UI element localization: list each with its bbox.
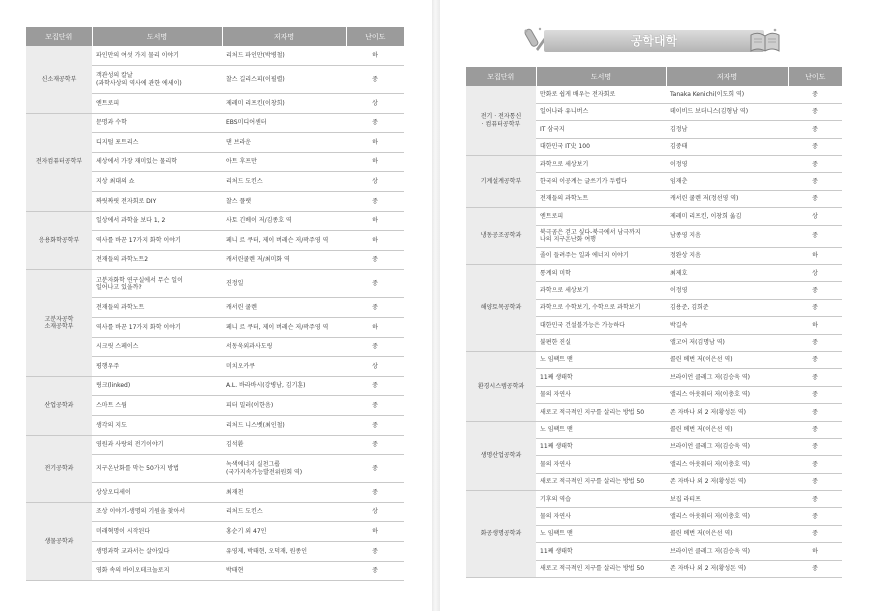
book-title-cell: 기후의 역습 bbox=[536, 491, 666, 508]
book-title-cell: 상상오디세이 bbox=[92, 483, 222, 503]
author-cell: 페니 르 쿠터, 제이 버레슨 저/곽주영 역 bbox=[222, 231, 346, 251]
right-table-body bbox=[466, 86, 842, 578]
dept-cell: 생물공학과 bbox=[26, 502, 92, 580]
author-cell: 캐서린 쿨렌 저(정선영 역) bbox=[666, 190, 788, 207]
book-title-cell: 조상 이야기-생명의 기원을 찾아서 bbox=[92, 502, 222, 522]
left-table-header bbox=[26, 27, 404, 46]
difficulty-cell: 중 bbox=[788, 421, 842, 438]
dept-cell: 냉동공조공학과 bbox=[466, 208, 536, 265]
book-title-cell: 지구온난화를 막는 50가지 방법 bbox=[92, 455, 222, 483]
dept-cell: 산업공학과 bbox=[26, 376, 92, 435]
book-title-cell: 엔트로피 bbox=[536, 208, 666, 225]
book-title-cell: 역사를 바꾼 17가지 화학 이야기 bbox=[92, 318, 222, 338]
author-cell: 박태현 bbox=[222, 561, 346, 581]
book-title-cell: 영화 속의 바이오테크놀로지 bbox=[92, 561, 222, 581]
author-cell: Tanaka Kenichi(이도희 역) bbox=[666, 86, 788, 103]
difficulty-cell: 중 bbox=[346, 376, 404, 396]
difficulty-cell: 중 bbox=[346, 416, 404, 436]
book-title-cell: 스마트 스웜 bbox=[92, 396, 222, 416]
table-row bbox=[466, 421, 842, 438]
book-title-cell: 11째 생태학 bbox=[536, 369, 666, 386]
left-page bbox=[0, 0, 432, 611]
table-row bbox=[466, 491, 842, 508]
right-table-header bbox=[466, 67, 842, 86]
page-gutter bbox=[432, 0, 440, 611]
book-title-cell: 한국의 이공계는 글쓰기가 두렵다 bbox=[536, 173, 666, 190]
right-book-table bbox=[466, 67, 842, 578]
difficulty-cell: 하 bbox=[346, 46, 404, 66]
author-cell: 찰스 플랫 bbox=[222, 192, 346, 212]
section-title: 공학대학 bbox=[630, 34, 678, 48]
book-title-cell: 노 임팩트 맨 bbox=[536, 351, 666, 368]
author-cell: 앨고어 저(김명남 역) bbox=[666, 334, 788, 351]
book-title-cell: 짜릿짜릿 전자회로 DIY bbox=[92, 192, 222, 212]
table-row bbox=[466, 156, 842, 173]
difficulty-cell: 중 bbox=[788, 173, 842, 190]
author-cell: 임재춘 bbox=[666, 173, 788, 190]
book-title-cell: 새로고 적극적인 지구를 살리는 방법 50 bbox=[536, 560, 666, 577]
difficulty-cell: 중 bbox=[346, 435, 404, 455]
difficulty-cell: 중 bbox=[788, 560, 842, 577]
author-cell: 존 자바나 외 2 저(황성돈 역) bbox=[666, 404, 788, 421]
difficulty-cell: 중 bbox=[346, 250, 404, 270]
difficulty-cell: 중 bbox=[788, 369, 842, 386]
dept-cell: 화공생명공학과 bbox=[466, 491, 536, 578]
difficulty-cell: 중 bbox=[788, 86, 842, 103]
book-title-cell: 지상 최대의 쇼 bbox=[92, 172, 222, 192]
book-title-cell: 11째 생태학 bbox=[536, 438, 666, 455]
book-title-cell: 노 임팩트 맨 bbox=[536, 525, 666, 542]
difficulty-cell: 중 bbox=[788, 138, 842, 155]
book-title-cell: 고분자화학 연구실에서 무슨 일이 일어나고 있을까? bbox=[92, 270, 222, 298]
difficulty-cell: 하 bbox=[346, 318, 404, 338]
difficulty-cell: 중 bbox=[788, 525, 842, 542]
difficulty-cell: 하 bbox=[788, 543, 842, 560]
book-title-cell: 과학으로 세상보기 bbox=[536, 282, 666, 299]
left-book-table bbox=[26, 27, 404, 581]
book-title-cell: 일어나라 유니버스 bbox=[536, 103, 666, 120]
book-title-cell: 새로고 적극적인 지구를 살리는 방법 50 bbox=[536, 404, 666, 421]
open-book-icon bbox=[749, 27, 781, 53]
book-title-cell: 불편한 진실 bbox=[536, 334, 666, 351]
table-row bbox=[466, 265, 842, 282]
book-title-cell: 새로고 적극적인 지구를 살리는 방법 50 bbox=[536, 473, 666, 490]
author-cell: 제레미 리프킨, 이창희 옮김 bbox=[666, 208, 788, 225]
difficulty-cell: 중 bbox=[788, 351, 842, 368]
difficulty-cell: 중 bbox=[788, 299, 842, 316]
difficulty-cell: 중 bbox=[346, 270, 404, 298]
book-title-cell: 북극곰은 걷고 싶다-북극에서 남극까지 나의 지구온난화 여행 bbox=[536, 225, 666, 247]
difficulty-cell: 중 bbox=[346, 561, 404, 581]
dept-cell: 전기공학과 bbox=[26, 435, 92, 502]
author-cell: 페니 르 쿠터, 제이 버레슨 저/곽주영 역 bbox=[222, 318, 346, 338]
author-cell: 유영제, 박태현, 오덕재, 원종인 bbox=[222, 541, 346, 561]
author-cell: 박길속 bbox=[666, 317, 788, 334]
difficulty-cell: 중 bbox=[788, 456, 842, 473]
author-cell: 보집 라티프 bbox=[666, 491, 788, 508]
difficulty-cell: 상 bbox=[346, 172, 404, 192]
book-title-cell: 세상에서 가장 재미있는 물리학 bbox=[92, 152, 222, 172]
difficulty-cell: 중 bbox=[788, 508, 842, 525]
difficulty-cell: 중 bbox=[788, 225, 842, 247]
table-row bbox=[26, 46, 404, 66]
col-level-header: 난이도 bbox=[346, 27, 404, 46]
author-cell: 최재천 bbox=[222, 483, 346, 503]
author-cell: 리처드 파인만(박병철) bbox=[222, 46, 346, 66]
difficulty-cell: 중 bbox=[346, 113, 404, 133]
author-cell: 앨리스 아웃워터 저(이충호 역) bbox=[666, 386, 788, 403]
difficulty-cell: 하 bbox=[788, 317, 842, 334]
book-title-cell: 역사를 바꾼 17가지 화학 이야기 bbox=[92, 231, 222, 251]
author-cell: EBS미디어센터 bbox=[222, 113, 346, 133]
col-level-header: 난이도 bbox=[788, 67, 842, 86]
author-cell: 김용준, 김희준 bbox=[666, 299, 788, 316]
difficulty-cell: 중 bbox=[788, 103, 842, 120]
author-cell: 이정영 bbox=[666, 156, 788, 173]
author-cell: 찰스 길리스피(이필렬) bbox=[222, 66, 346, 94]
author-cell: 아트 후프만 bbox=[222, 152, 346, 172]
difficulty-cell: 중 bbox=[788, 121, 842, 138]
author-cell: 데이비드 보더니스(김형남 역) bbox=[666, 103, 788, 120]
col-dept-header: 모집단위 bbox=[466, 67, 536, 86]
difficulty-cell: 중 bbox=[788, 404, 842, 421]
author-cell: 콜린 베번 저(이은선 역) bbox=[666, 421, 788, 438]
book-title-cell: 객관성의 칼날 (과학사상의 역사에 관한 에세이) bbox=[92, 66, 222, 94]
dept-cell: 기계설계공학부 bbox=[466, 156, 536, 208]
book-title-cell: 시크릿 스페이스 bbox=[92, 337, 222, 357]
book-title-cell: 졸이 들려주는 일과 에너지 이야기 bbox=[536, 247, 666, 264]
author-cell: 캐서린쿨렌 저/최미화 역 bbox=[222, 250, 346, 270]
col-book-header: 도서명 bbox=[92, 27, 222, 46]
difficulty-cell: 중 bbox=[346, 541, 404, 561]
table-row bbox=[26, 113, 404, 133]
book-title-cell: 파인만의 여섯 가지 물리 이야기 bbox=[92, 46, 222, 66]
author-cell: 리처드 도킨스 bbox=[222, 502, 346, 522]
author-cell: 정완상 지음 bbox=[666, 247, 788, 264]
difficulty-cell: 중 bbox=[346, 396, 404, 416]
difficulty-cell: 중 bbox=[788, 156, 842, 173]
book-title-cell: 통계의 미학 bbox=[536, 265, 666, 282]
col-dept-header: 모집단위 bbox=[26, 27, 92, 46]
dept-cell: 전자컴퓨터공학부 bbox=[26, 113, 92, 211]
difficulty-cell: 하 bbox=[346, 211, 404, 231]
col-book-header: 도서명 bbox=[536, 67, 666, 86]
book-title-cell: 엔트로피 bbox=[92, 94, 222, 114]
difficulty-cell: 상 bbox=[346, 502, 404, 522]
author-cell: 김중태 bbox=[666, 138, 788, 155]
difficulty-cell: 중 bbox=[788, 386, 842, 403]
book-title-cell: 미래혁명이 시작된다 bbox=[92, 522, 222, 542]
dept-cell: 응용화학공학부 bbox=[26, 211, 92, 270]
left-table-body bbox=[26, 46, 404, 581]
table-row bbox=[26, 270, 404, 298]
book-title-cell: 전재들의 과학노트 bbox=[92, 298, 222, 318]
author-cell: 김석환 bbox=[222, 435, 346, 455]
author-cell: A.L. 바라바시(강병남, 김기훈) bbox=[222, 376, 346, 396]
difficulty-cell: 하 bbox=[346, 231, 404, 251]
book-title-cell: 일상에서 과학을 보다 1, 2 bbox=[92, 211, 222, 231]
difficulty-cell: 상 bbox=[788, 208, 842, 225]
author-cell: 리처드 니스벳(최인철) bbox=[222, 416, 346, 436]
difficulty-cell: 중 bbox=[346, 192, 404, 212]
book-title-cell: 대한민국 건설블가능은 가능하다 bbox=[536, 317, 666, 334]
difficulty-cell: 중 bbox=[346, 298, 404, 318]
author-cell: 리처드 도킨스 bbox=[222, 172, 346, 192]
author-cell: 피터 밀러(이한음) bbox=[222, 396, 346, 416]
difficulty-cell: 상 bbox=[788, 265, 842, 282]
book-title-cell: 디지털 포트리스 bbox=[92, 133, 222, 153]
author-cell: 이정영 bbox=[666, 282, 788, 299]
author-cell: 김정남 bbox=[666, 121, 788, 138]
author-cell: 콜린 베번 저(이은선 역) bbox=[666, 525, 788, 542]
book-title-cell: 노 임팩트 맨 bbox=[536, 421, 666, 438]
col-author-header: 저자명 bbox=[666, 67, 788, 86]
difficulty-cell: 중 bbox=[346, 66, 404, 94]
table-row bbox=[466, 351, 842, 368]
book-title-cell: 대한민국 IT史 100 bbox=[536, 138, 666, 155]
author-cell: 최제호 bbox=[666, 265, 788, 282]
difficulty-cell: 중 bbox=[346, 337, 404, 357]
difficulty-cell: 중 bbox=[788, 334, 842, 351]
difficulty-cell: 중 bbox=[788, 491, 842, 508]
author-cell: 미치오카쿠 bbox=[222, 357, 346, 377]
author-cell: 서동욱외과사도링 bbox=[222, 337, 346, 357]
difficulty-cell: 하 bbox=[788, 247, 842, 264]
author-cell: 브라이언 클레그 저(김승욱 역) bbox=[666, 369, 788, 386]
difficulty-cell: 하 bbox=[346, 133, 404, 153]
dept-cell: 환경시스템공학과 bbox=[466, 351, 536, 421]
book-title-cell: 만화로 쉽게 배우는 전자회로 bbox=[536, 86, 666, 103]
table-row bbox=[26, 502, 404, 522]
author-cell: 진정일 bbox=[222, 270, 346, 298]
author-cell: 남종영 지음 bbox=[666, 225, 788, 247]
author-cell: 브라이언 클레그 저(김승욱 역) bbox=[666, 438, 788, 455]
difficulty-cell: 하 bbox=[346, 522, 404, 542]
author-cell: 댄 브라운 bbox=[222, 133, 346, 153]
col-author-header: 저자명 bbox=[222, 27, 346, 46]
table-row bbox=[466, 208, 842, 225]
author-cell: 앨리스 아웃워터 저(이충호 역) bbox=[666, 456, 788, 473]
author-cell: 캐서린 쿨렌 bbox=[222, 298, 346, 318]
book-title-cell: 전재들의 과학노트2 bbox=[92, 250, 222, 270]
difficulty-cell: 중 bbox=[788, 473, 842, 490]
table-row bbox=[26, 376, 404, 396]
difficulty-cell: 중 bbox=[346, 455, 404, 483]
author-cell: 콜린 베번 저(이은선 역) bbox=[666, 351, 788, 368]
section-title-bar bbox=[544, 30, 764, 52]
book-title-cell: 링크(linked) bbox=[92, 376, 222, 396]
difficulty-cell: 상 bbox=[346, 94, 404, 114]
difficulty-cell: 중 bbox=[788, 438, 842, 455]
dept-cell: 전기 · 전자통신 · 컴퓨터공학부 bbox=[466, 86, 536, 156]
book-title-cell: 11째 생태학 bbox=[536, 543, 666, 560]
book-title-cell: 과학으로 수학보기, 수학으로 과학보기 bbox=[536, 299, 666, 316]
author-cell: 존 자바나 외 2 저(황성돈 역) bbox=[666, 560, 788, 577]
difficulty-cell: 상 bbox=[346, 357, 404, 377]
book-title-cell: 문명과 수학 bbox=[92, 113, 222, 133]
author-cell: 브라이언 클레그 저(김승욱 역) bbox=[666, 543, 788, 560]
dept-cell: 고분자공학 소재공학부 bbox=[26, 270, 92, 376]
book-title-cell: 과학으로 세상보기 bbox=[536, 156, 666, 173]
table-row bbox=[466, 86, 842, 103]
book-title-cell: 물의 자연사 bbox=[536, 456, 666, 473]
table-row bbox=[26, 435, 404, 455]
difficulty-cell: 중 bbox=[788, 190, 842, 207]
author-cell: 홍순기 외 47인 bbox=[222, 522, 346, 542]
book-title-cell: 생각의 지도 bbox=[92, 416, 222, 436]
book-title-cell: 전재들의 과학노트 bbox=[536, 190, 666, 207]
author-cell: 제레미 리프킨(이창희) bbox=[222, 94, 346, 114]
author-cell: 앨리스 아웃워터 저(이충호 역) bbox=[666, 508, 788, 525]
book-title-cell: 물의 자연사 bbox=[536, 508, 666, 525]
table-row bbox=[26, 211, 404, 231]
dept-cell: 신소재공학부 bbox=[26, 46, 92, 113]
book-title-cell: 평행우주 bbox=[92, 357, 222, 377]
difficulty-cell: 중 bbox=[788, 282, 842, 299]
author-cell: 존 자바나 외 2 저(황성돈 역) bbox=[666, 473, 788, 490]
book-title-cell: IT 삼국지 bbox=[536, 121, 666, 138]
book-title-cell: 물의 자연사 bbox=[536, 386, 666, 403]
book-title-cell: 생명과학 교과서는 살아있다 bbox=[92, 541, 222, 561]
dept-cell: 해양토목공학과 bbox=[466, 265, 536, 352]
author-cell: 녹색에너지 실천그룹 (국가지속가능발전위원회 역) bbox=[222, 455, 346, 483]
difficulty-cell: 하 bbox=[346, 152, 404, 172]
dept-cell: 생명산업공학과 bbox=[466, 421, 536, 491]
difficulty-cell: 중 bbox=[346, 483, 404, 503]
author-cell: 사토 긴베이 저/김종호 역 bbox=[222, 211, 346, 231]
book-title-cell: 영원과 사랑의 전기이야기 bbox=[92, 435, 222, 455]
